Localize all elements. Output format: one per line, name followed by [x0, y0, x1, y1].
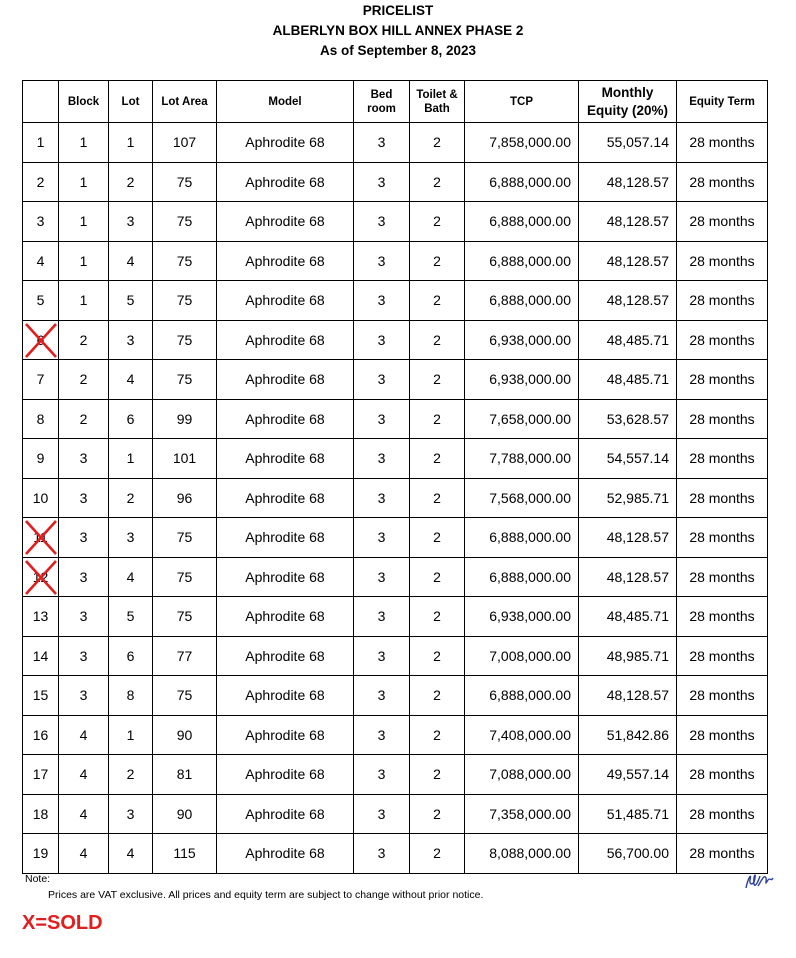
note-label: Note:: [25, 873, 51, 885]
cell-bedroom: 3: [354, 399, 410, 439]
col-monthly-equity: [579, 81, 677, 123]
cell-lot-area: 77: [153, 636, 217, 676]
row-number: 18: [32, 805, 49, 822]
cell-lot-area: 75: [153, 518, 217, 558]
cell-tcp: 7,088,000.00: [465, 755, 579, 795]
cell-equity-term: 28 months: [677, 399, 768, 439]
cell-monthly-equity: 52,985.71: [579, 478, 677, 518]
cell-lot-area: 107: [153, 123, 217, 163]
cell-no: [23, 715, 59, 755]
cell-lot: 4: [109, 360, 153, 400]
cell-model: Aphrodite 68: [217, 557, 354, 597]
col-equity-line2: Equity (20%): [586, 102, 668, 118]
cell-model: Aphrodite 68: [217, 241, 354, 281]
cell-block: 3: [59, 478, 109, 518]
cell-monthly-equity: 48,128.57: [579, 557, 677, 597]
cell-toilet-bath: 2: [410, 834, 465, 874]
cell-block: 1: [59, 202, 109, 242]
cell-model: Aphrodite 68: [217, 162, 354, 202]
cell-monthly-equity: 48,128.57: [579, 676, 677, 716]
col-equity-line1: Monthly: [601, 84, 654, 100]
cell-no: [23, 794, 59, 834]
cell-toilet-bath: 2: [410, 399, 465, 439]
header-row: [23, 81, 768, 123]
cell-no: [23, 281, 59, 321]
cell-monthly-equity: 53,628.57: [579, 399, 677, 439]
cell-lot-area: 75: [153, 360, 217, 400]
table-row: [23, 320, 768, 360]
col-no: [23, 81, 59, 123]
row-number: 8: [36, 410, 45, 427]
col-lot-area: Lot Area: [153, 81, 217, 123]
cell-toilet-bath: 2: [410, 794, 465, 834]
cell-equity-term: 28 months: [677, 794, 768, 834]
cell-model: Aphrodite 68: [217, 755, 354, 795]
cell-lot: 1: [109, 439, 153, 479]
cell-lot-area: 99: [153, 399, 217, 439]
table-row: [23, 439, 768, 479]
cell-block: 3: [59, 439, 109, 479]
price-table: [22, 80, 768, 874]
cell-monthly-equity: 48,128.57: [579, 241, 677, 281]
cell-toilet-bath: 2: [410, 597, 465, 637]
cell-bedroom: 3: [354, 202, 410, 242]
row-number: 16: [32, 726, 49, 743]
cell-no: [23, 676, 59, 716]
cell-block: 3: [59, 597, 109, 637]
col-toilet-line2: Bath: [424, 102, 450, 115]
cell-equity-term: 28 months: [677, 281, 768, 321]
cell-tcp: 6,938,000.00: [465, 597, 579, 637]
table-row: [23, 557, 768, 597]
table-body: [23, 123, 768, 874]
cell-tcp: 6,938,000.00: [465, 320, 579, 360]
cell-bedroom: 3: [354, 360, 410, 400]
cell-lot: 5: [109, 281, 153, 321]
table-row: [23, 834, 768, 874]
cell-block: 4: [59, 794, 109, 834]
cell-monthly-equity: 56,700.00: [579, 834, 677, 874]
cell-lot: 2: [109, 162, 153, 202]
table-row: [23, 202, 768, 242]
cell-lot: 1: [109, 715, 153, 755]
cell-lot: 3: [109, 202, 153, 242]
table-row: [23, 715, 768, 755]
row-number: 19: [32, 845, 49, 862]
cell-model: Aphrodite 68: [217, 794, 354, 834]
cell-lot-area: 101: [153, 439, 217, 479]
cell-tcp: 7,008,000.00: [465, 636, 579, 676]
cell-tcp: 6,938,000.00: [465, 360, 579, 400]
cell-no: [23, 439, 59, 479]
cell-toilet-bath: 2: [410, 557, 465, 597]
cell-lot-area: 96: [153, 478, 217, 518]
cell-block: 3: [59, 518, 109, 558]
cell-block: 3: [59, 636, 109, 676]
row-number: 5: [36, 292, 45, 309]
cell-lot-area: 75: [153, 162, 217, 202]
cell-block: 2: [59, 399, 109, 439]
table-row: [23, 360, 768, 400]
cell-equity-term: 28 months: [677, 478, 768, 518]
cell-lot-area: 75: [153, 202, 217, 242]
cell-tcp: 7,358,000.00: [465, 794, 579, 834]
cell-block: 2: [59, 360, 109, 400]
doc-title: PRICELIST: [362, 3, 434, 18]
cell-toilet-bath: 2: [410, 715, 465, 755]
col-block: Block: [59, 81, 109, 123]
cell-equity-term: 28 months: [677, 202, 768, 242]
cell-model: Aphrodite 68: [217, 360, 354, 400]
cell-monthly-equity: 51,485.71: [579, 794, 677, 834]
row-number: 1: [36, 134, 45, 151]
row-number: 6: [36, 331, 45, 348]
project-name: ALBERLYN BOX HILL ANNEX PHASE 2: [272, 23, 524, 38]
cell-equity-term: 28 months: [677, 241, 768, 281]
cell-monthly-equity: 48,128.57: [579, 281, 677, 321]
cell-no: [23, 834, 59, 874]
x-cross-icon: [24, 519, 58, 556]
cell-model: Aphrodite 68: [217, 399, 354, 439]
cell-bedroom: 3: [354, 755, 410, 795]
table-row: [23, 399, 768, 439]
cell-lot: 3: [109, 794, 153, 834]
cell-lot: 4: [109, 557, 153, 597]
col-bedroom: [354, 81, 410, 123]
cell-no: [23, 241, 59, 281]
cell-bedroom: 3: [354, 162, 410, 202]
table-row: [23, 478, 768, 518]
cell-equity-term: 28 months: [677, 320, 768, 360]
cell-block: 2: [59, 320, 109, 360]
cell-equity-term: 28 months: [677, 715, 768, 755]
cell-equity-term: 28 months: [677, 360, 768, 400]
cell-monthly-equity: 51,842.86: [579, 715, 677, 755]
cell-no: [23, 399, 59, 439]
cell-monthly-equity: 49,557.14: [579, 755, 677, 795]
cell-lot-area: 75: [153, 241, 217, 281]
cell-model: Aphrodite 68: [217, 123, 354, 163]
cell-bedroom: 3: [354, 597, 410, 637]
cell-bedroom: 3: [354, 676, 410, 716]
cell-equity-term: 28 months: [677, 123, 768, 163]
cell-model: Aphrodite 68: [217, 518, 354, 558]
cell-lot: 4: [109, 834, 153, 874]
cell-toilet-bath: 2: [410, 281, 465, 321]
cell-no: [23, 755, 59, 795]
cell-tcp: 6,888,000.00: [465, 281, 579, 321]
cell-no: [23, 636, 59, 676]
cell-toilet-bath: 2: [410, 676, 465, 716]
cell-equity-term: 28 months: [677, 755, 768, 795]
cell-lot-area: 81: [153, 755, 217, 795]
cell-tcp: 7,788,000.00: [465, 439, 579, 479]
cell-lot: 2: [109, 755, 153, 795]
table-row: [23, 597, 768, 637]
cell-toilet-bath: 2: [410, 202, 465, 242]
cell-tcp: 8,088,000.00: [465, 834, 579, 874]
row-number: 14: [32, 647, 49, 664]
cell-tcp: 6,888,000.00: [465, 162, 579, 202]
cell-tcp: 7,568,000.00: [465, 478, 579, 518]
cell-toilet-bath: 2: [410, 360, 465, 400]
cell-lot: 8: [109, 676, 153, 716]
x-cross-icon: [24, 559, 58, 596]
cell-bedroom: 3: [354, 478, 410, 518]
cell-bedroom: 3: [354, 794, 410, 834]
cell-block: 3: [59, 676, 109, 716]
cell-tcp: 6,888,000.00: [465, 676, 579, 716]
cell-toilet-bath: 2: [410, 478, 465, 518]
cell-lot: 1: [109, 123, 153, 163]
cell-block: 1: [59, 241, 109, 281]
cell-model: Aphrodite 68: [217, 715, 354, 755]
cell-model: Aphrodite 68: [217, 834, 354, 874]
cell-model: Aphrodite 68: [217, 202, 354, 242]
cell-lot: 3: [109, 518, 153, 558]
cell-toilet-bath: 2: [410, 439, 465, 479]
cell-no: [23, 518, 59, 558]
cell-toilet-bath: 2: [410, 636, 465, 676]
cell-block: 1: [59, 162, 109, 202]
cell-bedroom: 3: [354, 281, 410, 321]
cell-no: [23, 478, 59, 518]
table-row: [23, 518, 768, 558]
cell-block: 3: [59, 557, 109, 597]
col-toilet-bath: [410, 81, 465, 123]
cell-lot-area: 75: [153, 320, 217, 360]
cell-lot: 5: [109, 597, 153, 637]
cell-equity-term: 28 months: [677, 636, 768, 676]
cell-tcp: 6,888,000.00: [465, 241, 579, 281]
cell-equity-term: 28 months: [677, 676, 768, 716]
cell-lot: 3: [109, 320, 153, 360]
cell-model: Aphrodite 68: [217, 320, 354, 360]
x-cross-icon: [24, 322, 58, 359]
row-number: 10: [32, 489, 49, 506]
cell-tcp: 7,408,000.00: [465, 715, 579, 755]
table-row: [23, 281, 768, 321]
cell-bedroom: 3: [354, 320, 410, 360]
signature-mark: [740, 868, 776, 892]
cell-monthly-equity: 48,485.71: [579, 360, 677, 400]
cell-tcp: 6,888,000.00: [465, 202, 579, 242]
cell-block: 4: [59, 834, 109, 874]
cell-bedroom: 3: [354, 715, 410, 755]
cell-model: Aphrodite 68: [217, 281, 354, 321]
note-text: Prices are VAT exclusive. All prices and equity term are subject to change without prior notice.: [48, 889, 484, 901]
document-header: [0, 0, 796, 61]
cell-bedroom: 3: [354, 636, 410, 676]
cell-toilet-bath: 2: [410, 518, 465, 558]
cell-no: [23, 360, 59, 400]
cell-bedroom: 3: [354, 834, 410, 874]
row-number: 15: [32, 687, 49, 704]
cell-bedroom: 3: [354, 123, 410, 163]
cell-monthly-equity: 55,057.14: [579, 123, 677, 163]
cell-equity-term: 28 months: [677, 162, 768, 202]
cell-toilet-bath: 2: [410, 123, 465, 163]
cell-model: Aphrodite 68: [217, 478, 354, 518]
cell-monthly-equity: 48,128.57: [579, 202, 677, 242]
cell-equity-term: 28 months: [677, 597, 768, 637]
sold-legend: X=SOLD: [22, 912, 103, 934]
row-number: 11: [33, 529, 48, 546]
cell-tcp: 7,658,000.00: [465, 399, 579, 439]
cell-monthly-equity: 48,128.57: [579, 518, 677, 558]
cell-lot: 4: [109, 241, 153, 281]
cell-monthly-equity: 48,485.71: [579, 320, 677, 360]
col-equity-term: Equity Term: [677, 81, 768, 123]
cell-no: [23, 162, 59, 202]
table-row: [23, 162, 768, 202]
cell-tcp: 7,858,000.00: [465, 123, 579, 163]
cell-no: [23, 123, 59, 163]
cell-lot: 6: [109, 636, 153, 676]
cell-tcp: 6,888,000.00: [465, 557, 579, 597]
cell-lot: 6: [109, 399, 153, 439]
cell-lot-area: 90: [153, 794, 217, 834]
cell-no: [23, 557, 59, 597]
cell-bedroom: 3: [354, 241, 410, 281]
cell-model: Aphrodite 68: [217, 676, 354, 716]
col-lot: Lot: [109, 81, 153, 123]
cell-model: Aphrodite 68: [217, 597, 354, 637]
cell-block: 4: [59, 715, 109, 755]
cell-model: Aphrodite 68: [217, 439, 354, 479]
cell-lot-area: 90: [153, 715, 217, 755]
table-row: [23, 676, 768, 716]
table-row: [23, 794, 768, 834]
cell-equity-term: 28 months: [677, 557, 768, 597]
col-tcp: TCP: [465, 81, 579, 123]
row-number: 9: [36, 450, 45, 467]
as-of-date: As of September 8, 2023: [319, 43, 477, 58]
row-number: 7: [36, 371, 45, 388]
cell-bedroom: 3: [354, 439, 410, 479]
cell-toilet-bath: 2: [410, 162, 465, 202]
cell-bedroom: 3: [354, 518, 410, 558]
cell-monthly-equity: 54,557.14: [579, 439, 677, 479]
cell-model: Aphrodite 68: [217, 636, 354, 676]
row-number: 13: [32, 608, 49, 625]
cell-tcp: 6,888,000.00: [465, 518, 579, 558]
cell-equity-term: 28 months: [677, 834, 768, 874]
cell-block: 4: [59, 755, 109, 795]
cell-block: 1: [59, 281, 109, 321]
cell-bedroom: 3: [354, 557, 410, 597]
cell-lot-area: 75: [153, 557, 217, 597]
cell-lot-area: 75: [153, 281, 217, 321]
cell-lot-area: 75: [153, 676, 217, 716]
cell-toilet-bath: 2: [410, 320, 465, 360]
row-number: 4: [36, 252, 45, 269]
cell-monthly-equity: 48,128.57: [579, 162, 677, 202]
row-number: 12: [32, 568, 49, 585]
cell-lot-area: 75: [153, 597, 217, 637]
cell-equity-term: 28 months: [677, 439, 768, 479]
cell-toilet-bath: 2: [410, 755, 465, 795]
cell-no: [23, 320, 59, 360]
row-number: 17: [32, 766, 49, 783]
col-toilet-line1: Toilet &: [416, 88, 458, 101]
cell-lot-area: 115: [153, 834, 217, 874]
cell-no: [23, 202, 59, 242]
cell-monthly-equity: 48,985.71: [579, 636, 677, 676]
cell-toilet-bath: 2: [410, 241, 465, 281]
col-bedroom-line1: Bed: [370, 88, 393, 101]
cell-monthly-equity: 48,485.71: [579, 597, 677, 637]
col-bedroom-line2: room: [367, 102, 396, 115]
cell-lot: 2: [109, 478, 153, 518]
cell-block: 1: [59, 123, 109, 163]
cell-no: [23, 597, 59, 637]
cell-equity-term: 28 months: [677, 518, 768, 558]
table-row: [23, 755, 768, 795]
table-row: [23, 636, 768, 676]
row-number: 2: [36, 173, 45, 190]
row-number: 3: [36, 213, 45, 230]
col-model: Model: [217, 81, 354, 123]
table-row: [23, 241, 768, 281]
table-row: [23, 123, 768, 163]
